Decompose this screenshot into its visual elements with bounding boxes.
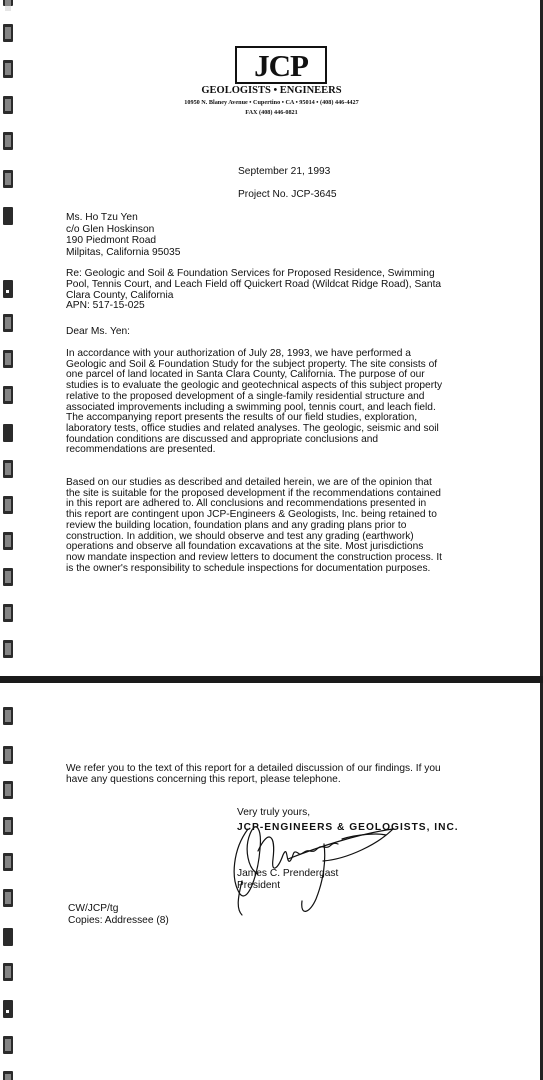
subject-block [66,269,441,312]
handwritten-signature [228,789,408,919]
paragraph-line: one parcel of land located in Santa Clara County, California. The purpose of our [66,369,425,381]
signer-name: James C. Prendergast [237,868,339,879]
paragraph-line: associated improvements including a swimming pool, tennis court, and leach field. [66,401,436,413]
paragraph-line: have any questions concerning this report, please telephone. [66,774,341,785]
subject-line: Clara County, California [66,289,174,301]
subject-line: Re: Geologic and Soil & Foundation Services for Proposed Residence, Swimming [66,268,435,279]
copies-note: Copies: Addressee (8) [68,914,169,926]
binder-tab [3,24,13,42]
paragraph-line: Based on our studies as described and detailed herein, we are of the opinion that [66,477,432,488]
binder-tab [3,963,13,981]
binder-tab [3,170,13,188]
binder-tab [3,314,13,332]
footer-notes [68,903,169,926]
signer-block [237,868,338,892]
paragraph-line: recommendations are presented. [66,444,216,456]
binder-tab [3,207,13,225]
paragraph-line: is the owner's responsibility to schedule inspections for documentation purposes. [66,562,431,574]
subject-line: APN: 517-15-025 [66,300,145,312]
paragraph-line: construction. In addition, we should observe and test any grading (earthwork) [66,530,414,542]
paragraph-line: now mandate inspection and review letters to document the construction process. It [66,551,443,563]
typist-initials: CW/JCP/tg [68,903,119,914]
binder-tab [3,496,13,514]
binder-tab [3,1000,13,1018]
page-separator [0,676,543,683]
letter-page-2 [0,683,543,1080]
closing: Very truly yours, [237,807,311,818]
paragraph-line: In accordance with your authorization of July 28, 1993, we have performed a [66,348,411,359]
paragraph-line: the site is suitable for the proposed development if the recommendations contained [66,487,441,499]
binder-tab [3,928,13,946]
company-signature-line: JCP-ENGINEERS & GEOLOGISTS, INC. [237,822,459,833]
binder-tab [3,1071,13,1080]
salutation: Dear Ms. Yen: [66,326,130,337]
recipient-line: 190 Piedmont Road [66,235,157,247]
binder-tab [3,640,13,658]
paragraph-line: studies is to evaluate the geologic and geotechnical aspects of this subject property [66,380,443,392]
paragraph-line: review the building location, foundation plans and any grading plans prior to [66,519,407,531]
subject-line: Pool, Tennis Court, and Leach Field off Quickert Road (Wildcat Ridge Road), Santa [66,278,442,290]
binder-tab [3,386,13,404]
binder-tab [3,746,13,764]
binder-tab [3,0,13,6]
paragraph-line: relative to the proposed development of a single-family residential structure and [66,390,425,402]
firm-address: 10950 N. Blaney Avenue • Cupertino • CA • 95014 • (408) 446-4427 [184,99,359,106]
project-number: Project No. JCP-3645 [238,189,337,200]
binder-tab [3,60,13,78]
recipient-line: Ms. Ho Tzu Yen [66,212,138,223]
binder-tab [3,568,13,586]
binder-tab [3,853,13,871]
letter-date: September 21, 1993 [238,166,331,177]
binder-tab [3,889,13,907]
binder-tab [3,280,13,298]
firm-fax: FAX (408) 446-0821 [245,109,298,116]
paragraph-line: The accompanying report presents the results of our field studies, exploration, [66,412,418,424]
binder-tab [3,424,13,442]
paragraph-line: foundation conditions are discussed and appropriate conclusions and [66,433,379,445]
binder-tab [3,707,13,725]
binder-tab [3,604,13,622]
binder-tab [3,350,13,368]
binder-tab [3,460,13,478]
recipient-line: Milpitas, California 95035 [66,246,181,258]
binder-tab [3,1036,13,1054]
firm-name: GEOLOGISTS • ENGINEERS [201,85,342,96]
recipient-block [66,212,180,258]
company-logo [235,46,327,84]
paragraph-2 [66,478,486,574]
paragraph-line: in this report are adhered to. All conclusions and recommendations presented in [66,498,427,510]
binder-tab [3,132,13,150]
paragraph-line: operations and observe all foundation excavations at the site. Most jurisdictions [66,541,424,553]
paragraph-line: Geologic and Soil & Foundation Study for the subject property. The site consists of [66,358,438,370]
recipient-line: c/o Glen Hoskinson [66,223,155,235]
binder-tab [3,817,13,835]
logo-text: JCP [254,47,308,83]
paragraph-3 [66,763,486,785]
paragraph-1 [66,349,486,456]
binder-tab [3,781,13,799]
paragraph-line: laboratory tests, office studies and related analyses. The geologic, seismic and soil [66,422,439,434]
paragraph-line: this report are contingent upon JCP-Engineers & Geologists, Inc. being retained to [66,509,437,521]
paragraph-line: We refer you to the text of this report for a detailed discussion of our findings. If you [66,763,441,774]
signer-title: President [237,880,281,891]
binder-tab [3,532,13,550]
